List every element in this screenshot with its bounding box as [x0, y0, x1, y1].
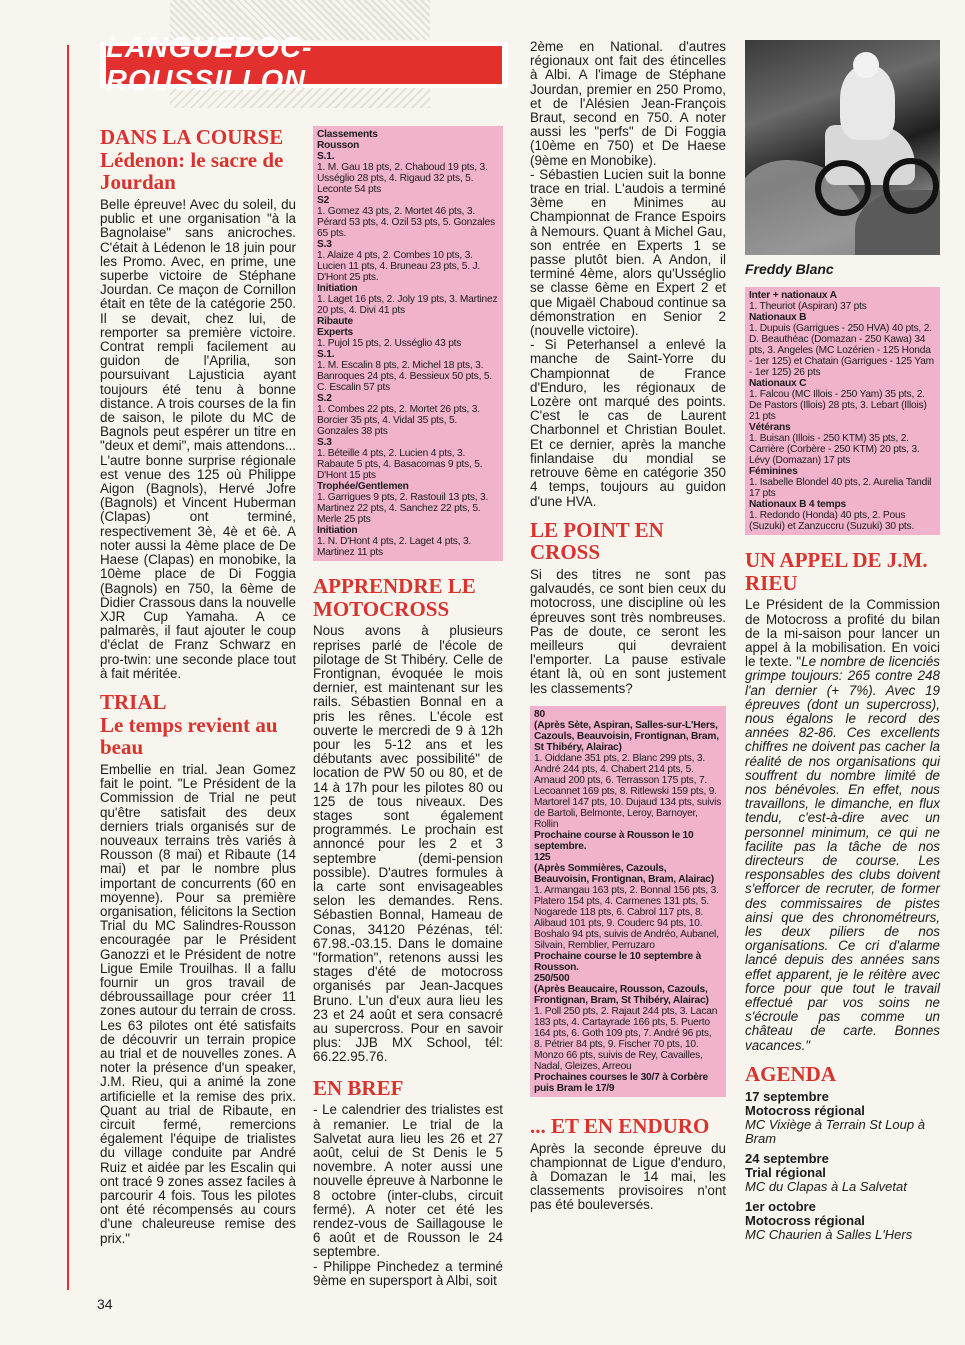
results-heading: (Après Sommières, Cazouls, Beauvoisin, Frontignan, Bram, Alairac) — [534, 862, 714, 885]
results-box-trial — [313, 126, 503, 561]
column-1 — [100, 126, 296, 1246]
results-heading: Classements — [317, 129, 378, 140]
article-kicker: DANS LA COURSE — [100, 125, 284, 149]
results-heading: Vétérans — [749, 422, 791, 433]
results-line: 1. Theuriot (Aspiran) 37 pts — [749, 301, 867, 312]
results-heading: Trophée/Gentlemen — [317, 481, 409, 492]
article-body: - Le calendrier des trialistes est à remanier. Le trial de la Salvetat aura lieu les 26 et 27 août, celui de St Denis le 5 novembre. A noter aussi une nouvelle épreuve à Narbonne le 8 octobre (inter-clubs, circuit fermé). A noter cet été les rendez-vous de Saillagouse le 6 août et de Rousson le 24 septembre. - Philippe Pinchedez a terminé 9ème en supersport à Albi, soit — [313, 1102, 503, 1288]
results-heading: S.3 — [317, 437, 332, 448]
article-headline: UN APPEL DE J.M. RIEU — [745, 548, 928, 595]
results-heading: (Après Sète, Aspiran, Salles-sur-L'Hers, Cazouls, Beauvoisin, Frontignan, Bram, St Thibéry, Alairac) — [534, 719, 719, 753]
rider-photo — [745, 40, 940, 255]
results-line: 1. Garrigues 9 pts, 2. Rastouil 13 pts, 3. Martinez 22 pts, 4. Sanchez 22 pts, 5. Merle 25 pts — [317, 492, 489, 525]
agenda-date: 1er octobre — [745, 1198, 816, 1214]
results-heading: Prochaine course à Rousson le 10 septembre. — [534, 829, 694, 852]
agenda-list — [745, 1090, 940, 1242]
agenda-item — [745, 1090, 940, 1146]
results-heading: 80 — [534, 708, 545, 720]
results-heading: S.1. — [317, 349, 335, 360]
results-heading: (Après Beaucaire, Rousson, Cazouls, Frontignan, Bram, St Thibéry, Alairac) — [534, 983, 709, 1006]
agenda-date: 24 septembre — [745, 1150, 829, 1166]
article-headline: EN BREF — [313, 1075, 404, 1100]
agenda-event: Motocross régional — [745, 1102, 865, 1118]
results-line: 1. Poll 250 pts, 2. Rajaut 244 pts, 3. Lacan 183 pts, 4. Cartayrade 166 pts, 5. Puerto 164 pts, 6. Goth 109 pts, 7. André 96 pts, 8. Pétrier 84 pts, 9. Fischer 70 pts, 10. Monzo 66 pts, suivis de Rey, Cavailles, Nadal, Gleizes, Arreou — [534, 1005, 718, 1072]
article-body: Nous avons à plusieurs reprises parlé de l'école de pilotage de St Thibéry. Celle de Frontignan, évoquée le mois dernier, est maintenant sur les rails. Sébastien Bonnal en a pris les rênes. L'école est ouverte le mercredi de 9 à 12h pour les 5-12 ans et les débutants avec possibilité" de location de PW 50 ou 80, et de 14 à 17h pour les pilotes 80 ou 125 de tous niveaux. Des stages sont également programmés. Le prochain est annoncé pour les 2 et 3 septembre (demi-pension possible). D'autres formules à la carte sont envisageables selon les demandes. Rens. Sébastien Bonnal, Hameau de Conas, 34120 Pézénas, tél: 67.98.-03.15. Dans le domaine "formation", retenons aussi les stages d'été de motocross organisés par Jean-Jacques Bruno. L'un d'eux aura lieu les 23 et 24 août et sera consacré au supercross. Pour en savoir plus: JJB MX School, tél: 66.22.95.76. — [313, 623, 503, 1065]
section-banner — [106, 32, 502, 97]
results-heading: 250/500 — [534, 972, 570, 984]
column-3 — [530, 40, 726, 1213]
section-title: LANGUEDOC-ROUSSILLON — [106, 32, 313, 97]
results-box-enduro — [745, 287, 940, 535]
results-heading: Initiation — [317, 525, 358, 536]
agenda-title: AGENDA — [745, 1061, 837, 1086]
results-heading: Rousson — [317, 140, 360, 151]
article-body: Si des titres ne sont pas galvaudés, ce sont bien ceux du motocross, une discipline où les épreuves sont très nombreuses. Pas de doute, ce seront les meilleurs qui devraient l'emporter. La pause estivale étant là, où en sont justement les classements? — [530, 567, 726, 696]
results-heading: Prochaine course le 10 septembre à Rousson. — [534, 950, 702, 973]
results-heading: Prochaines courses le 30/7 à Corbère puis Bram le 17/9 — [534, 1071, 709, 1094]
results-line: 1. Combes 22 pts, 2. Mortet 26 pts, 3. Borcier 35 pts, 4. Vidal 35 pts, 5. Gonzales 38 pts — [317, 404, 480, 437]
article-kicker: TRIAL — [100, 689, 167, 714]
article-headline: Lédenon: le sacre de Jourdan — [100, 147, 284, 195]
agenda-event: Trial régional — [745, 1164, 826, 1180]
results-line: 1. Dupuis (Garrigues - 250 HVA) 40 pts, 2. D. Beauthéac (Domazan - 250 Kawa) 34 pts, 3. Angeles (MC Lozérien - 125 Honda - 1er 125) et Chatain (Garrigues - 125 Yam - 1er 125) 26 pts — [749, 323, 934, 378]
agenda-place: MC Vixiège à Terrain St Loup à Bram — [745, 1116, 925, 1146]
article-headline: APPRENDRE LE MOTOCROSS — [313, 574, 476, 621]
results-line: 1. Armangau 163 pts, 2. Bonnal 156 pts, 3. Platero 154 pts, 4. Carmenes 131 pts, 5. Nogarede 118 pts, 6. Cabrol 117 pts, 8. Alibaud 101 pts, 9. Couderc 94 pts, 10. Boshalo 94 pts, suivis de Andréo, Aubanel, Silvain, Remblier, Perruzaro — [534, 884, 719, 951]
agenda-date: 17 septembre — [745, 1088, 829, 1104]
results-heading: Nationaux B — [749, 312, 807, 323]
results-line: 1. M. Gau 18 pts, 2. Chaboud 19 pts, 3. Usséglio 28 pts, 4. Rigaud 32 pts, 5. Leconte 54 pts — [317, 162, 488, 195]
agenda-item — [745, 1200, 940, 1242]
article-body: 2ème en National. d'autres régionaux ont fait des étincelles à Albi. A l'image de Stéphane Jourdan, premier en 250 Promo, et de l'Alésien Jean-François Braut, second en 750. A noter aussi les "perfs" de Di Foggia (10ème en 750) et De Haese (9ème en Monobike). - Sébastien Lucien suit la bonne trace en trial. L'audois a terminé 3ème en Minimes au Championnat de France Espoirs à Nemours. Quant à Michel Gau, son entrée en Experts 1 se passe plutôt bien. A Andon, il terminé 4ème, alors qu'Usséglio se classe 6ème en Expert 2 et que Migaël Chaboud continue sa démonstration en Senior 2 (nouvelle victoire). - Si Peterhansel a enlevé la manche de Saint-Yorre du Championnat de France d'Enduro, les régionaux de Lozère ont marqué des points. C'est le cas de Laurent Charbonnel et Christian Boulet. Et ce dernier, après la manche finlandaise du mondial se retrouve 6ème en catégorie 350 4 temps, toujours au guidon d'une HVA. — [530, 39, 726, 509]
results-heading: Experts — [317, 327, 353, 338]
results-line: 1. M. Escalin 8 pts, 2. Michel 18 pts, 3. Banroques 24 pts, 4. Bessieux 50 pts, 5. C. Escalin 57 pts — [317, 360, 492, 393]
margin-rule — [67, 45, 69, 1290]
article-headline: ... ET EN ENDURO — [530, 1113, 710, 1138]
results-line: 1. Pujol 15 pts, 2. Usséglio 43 pts — [317, 338, 462, 349]
agenda-item — [745, 1152, 940, 1194]
results-heading: 125 — [534, 851, 551, 863]
results-line: 1. Isabelle Blondel 40 pts, 2. Aurelia Tandil 17 pts — [749, 477, 932, 499]
agenda-place: MC Chaurien à Salles L'Hers — [745, 1226, 913, 1242]
photo-caption: Freddy Blanc — [745, 261, 834, 277]
column-4 — [745, 40, 940, 1248]
article-body: Belle épreuve! Avec du soleil, du public et une organisation "à la Bagnolaise" sans anicroches. C'était à Lédenon le 18 juin pour les Promo. Avec, en prime, une superbe victoire de Stéphane Jourdan. Ce maçon de Cornillon était en tête de la catégorie 250. Il se devait, chez lui, de remporter sa première victoire. Contrat rempli facilement au guidon de l'Aprilia, son poursuivant Lajusticia ayant toujours été tenu à bonne distance. A trois courses de la fin de saison, le pilote du MC de Bagnols peut espérer un titre en "deux et demi", mais attendons... L'autre bonne surprise régionale est venue des 125 où Philippe Aigon (Bagnols), Hervé Jofre (Bagnols) et Vincent Huberman (Clapas) ont terminé, respectivement 3è, 4è et 6è. A noter aussi la 4ème place de De Haese (Clapas) en monobike, la 10ème place de Di Foggia (Bagnols) en 750, la 6ème de Didier Crassous dans la nouvelle XJR Cup Yamaha. A ce palmarès, il faut ajouter le coup d'éclat de Franz Schwarz en pro-twin: une seconde place tout à fait méritée. — [100, 197, 296, 681]
results-line: 1. Alaize 4 pts, 2. Combes 10 pts, 3. Lucien 11 pts, 4. Bruneau 23 pts, 5. J. D'Hont 25 pts. — [317, 250, 481, 283]
article-quote: Le nombre de licenciés grimpe toujours: 265 contre 248 l'an dernier (+ 7%). Avec 19 épreuves (dont un supercross), nous égalons le record des années 82-86. Ces excellents chiffres ne doivent pas cacher la réalité de nos organisations qui souffrent du nombre limité de nos bénévoles. En effet, nous travaillons, le dimanche, en flux tendu, c'est-à-dire avec un personnel minimum, ce qui ne facilite pas la tâche de nos directeurs de course. Les responsables des clubs doivent s'efforcer de recruter, de former des commissaires de pistes ainsi que des chronométreurs, les deux piliers de nos organisations. Ce cri d'alarme lancé depuis des années sans effet apparent, je le réitère avec force pour que tout le travail effectué par vos soins ne s'écroule pas comme un château de carte. Bonnes vacances." — [745, 654, 940, 1053]
results-heading: S.1. — [317, 151, 335, 162]
page-number: 34 — [97, 1296, 113, 1312]
results-heading: Féminines — [749, 466, 798, 477]
article-intro: Le Président de la Commission de Motocross a profité du bilan de la mi-saison pour lancer un appel à la mobilisation. En voici le texte. " — [745, 597, 940, 670]
results-line: 1. N. D'Hont 4 pts, 2. Laget 4 pts, 3. Martinez 11 pts — [317, 536, 472, 558]
article-body: Après la seconde épreuve du championnat de Ligue d'enduro, à Domazan le 14 mai, les classements provisoires n'ont pas été bouleversés. — [530, 1140, 726, 1213]
results-heading: S.3 — [317, 239, 332, 250]
article-body: Embellie en trial. Jean Gomez fait le point. "Le Président de la Commission de Trial ne peut qu'être satisfait des deux derniers trials organisés sur de nouveaux terrains très variés à Rousson (8 mai) et Ribaute (14 mai) et par le nombre plus important de concurrents (60 en moyenne). Pour sa première organisation, félicitons la Section Trial du MC Salindres-Rousson encouragée par le Président Ganozzi et le Président de notre Ligue Emile Trouilhas. Il a fallu fournir un gros travail de débroussaillage pour créer 11 zones autour du terrain de cross. Les 63 pilotes ont été satisfaits de découvrir un terrain propice au trial et de nouvelles zones. A noter la présence d'un speaker, J.M. Rieu, qui a animé la zone artificielle et la remise des prix. Quant au trial de Ribaute, en circuit fermé, remercions également l'équipe de trialistes du village conduite par André Ruiz et aidée par les Escalin qui ont tracé 9 zones assez faciles à parcourir 4 fois. Tous les pilotes ont été récompensés au cours d'une chaleureuse remise des prix." — [100, 761, 296, 1246]
article-body — [745, 598, 940, 1053]
results-heading: S.2 — [317, 393, 332, 404]
results-line: 1. Laget 16 pts, 2. Joly 19 pts, 3. Martinez 20 pts, 4. Divi 41 pts — [317, 294, 498, 316]
agenda-event: Motocross régional — [745, 1212, 865, 1228]
results-heading: Initiation — [317, 283, 358, 294]
article-headline: LE POINT EN CROSS — [530, 517, 664, 565]
results-line: 1. Buisan (Illois - 250 KTM) 35 pts, 2. Carrière (Corbère - 250 KTM) 20 pts, 3. Lévy (Domazan) 17 pts — [749, 433, 920, 466]
agenda-place: MC du Clapas à La Salvetat — [745, 1178, 907, 1194]
results-heading: S2 — [317, 195, 330, 206]
results-heading: Nationaux B 4 temps — [749, 499, 846, 510]
results-heading: Ribaute — [317, 316, 353, 327]
column-2 — [313, 126, 503, 1288]
results-line: 1. Oiddane 351 pts, 2. Blanc 299 pts, 3. André 244 pts, 4. Chabert 214 pts, 5. Arnaud 200 pts, 6. Terrasson 175 pts, 7. Lecoannet 169 pts, 8. Ritlewski 159 pts, 9. Martorel 147 pts, 10. Dujaud 134 pts, suivis de Bartoli, Belmonte, Leroy, Barnoyer, Rollin — [534, 752, 722, 830]
results-line: 1. Redondo (Honda) 40 pts, 2. Pous (Suzuki) et Zanzuccru (Suzuki) 30 pts. — [749, 510, 915, 532]
article-headline: Le temps revient au beau — [100, 712, 278, 760]
results-box-cross — [530, 706, 726, 1097]
results-line: 1. Falcou (MC Illois - 250 Yam) 35 pts, 2. De Pastors (Illois) 28 pts, 3. Lebart (Illois) 21 pts — [749, 389, 927, 422]
results-heading: Nationaux C — [749, 378, 807, 389]
results-line: 1. Gomez 43 pts, 2. Mortet 46 pts, 3. Pérard 53 pts, 4. Ozil 53 pts, 5. Gonzales 65 pts. — [317, 206, 495, 239]
results-heading: Inter + nationaux A — [749, 290, 837, 301]
results-line: 1. Béteille 4 pts, 2. Lucien 4 pts, 3. Rabaute 5 pts, 4. Basacomas 9 pts, 5. D'Hont 15 pts — [317, 448, 483, 481]
